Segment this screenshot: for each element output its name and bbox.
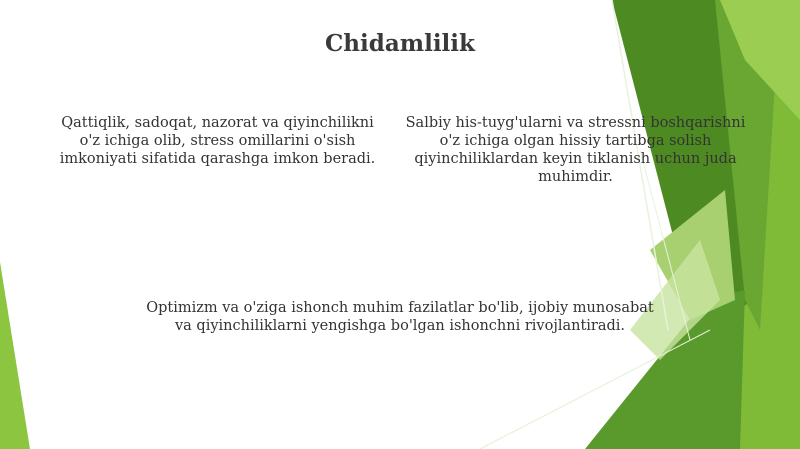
- paragraph-optimism: Optimizm va o'ziga ishonch muhim fazilatlar bo'lib, ijobiy munosabat va qiyinchiliklarni yengishga bo'lgan ishonchni rivojlantiradi.: [146, 300, 654, 334]
- paragraph-hardiness: Qattiqlik, sadoqat, nazorat va qiyinchilikni o'z ichiga olib, stress omillarini o'sish imkoniyati sifatida qarashga imkon beradi.: [59, 115, 376, 167]
- page-title: Chidamlilik: [325, 30, 475, 57]
- paragraph-emotional-regulation: Salbiy his-tuyg'ularni va stressni boshqarishni o'z ichiga olgan hissiy tartibga solish qiyinchiliklardan keyin tiklanish uchun juda muhimdir.: [405, 115, 746, 185]
